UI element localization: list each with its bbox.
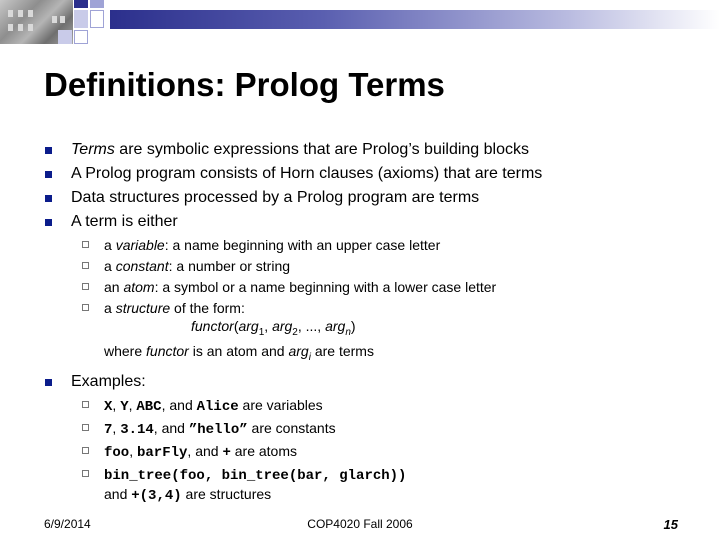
sub-bullet: an atom: a symbol or a name beginning with a lower case letter: [44, 278, 714, 296]
slide-number: 15: [663, 517, 678, 532]
deco-square: [74, 10, 88, 28]
bullet: Terms are symbolic expressions that are Prolog’s building blocks: [44, 140, 714, 160]
hollow-square-bullet-icon: [82, 262, 89, 269]
deco-square: [90, 0, 104, 8]
footer-course: COP4020 Fall 2006: [307, 517, 413, 531]
bullet: Data structures processed by a Prolog program are terms: [44, 188, 714, 208]
square-bullet-icon: [45, 219, 52, 226]
deco-square: [74, 30, 88, 44]
footer-date: 6/9/2014: [44, 517, 91, 531]
square-bullet-icon: [45, 379, 52, 386]
structure-form: functor(arg$_1$, arg$_2$, ..., arg$_n$): [191, 318, 356, 338]
deco-square: [90, 10, 104, 28]
square-bullet-icon: [45, 195, 52, 202]
hollow-square-bullet-icon: [82, 424, 89, 431]
hollow-square-bullet-icon: [82, 304, 89, 311]
slide-content: [44, 140, 714, 508]
bullet: A Prolog program consists of Horn clauses (axioms) that are terms: [44, 164, 714, 184]
deco-square: [58, 30, 72, 44]
square-bullet-icon: [45, 171, 52, 178]
bullet: A term is either: [44, 212, 714, 232]
deco-square: [74, 0, 88, 8]
sub-bullet: a variable: a name beginning with an upper case letter: [44, 236, 714, 254]
example-variables: X, Y, ABC, and Alice are variables: [44, 396, 714, 416]
example-constants: 7, 3.14, and ”hello” are constants: [44, 419, 714, 439]
bullet: Examples:: [44, 372, 714, 392]
hollow-square-bullet-icon: [82, 283, 89, 290]
hollow-square-bullet-icon: [82, 401, 89, 408]
sub-bullet: a constant: a number or string: [44, 257, 714, 275]
slide-title: Definitions: Prolog Terms: [44, 66, 445, 103]
hollow-square-bullet-icon: [82, 470, 89, 477]
hollow-square-bullet-icon: [82, 447, 89, 454]
example-atoms: foo, barFly, and + are atoms: [44, 442, 714, 462]
header-gradient-bar: [110, 10, 720, 29]
example-structures: bin_tree(foo, bin_tree(bar, glarch)) and +(3,4) are structures: [44, 465, 714, 505]
sub-bullet-structure: a structure of the form: functor(arg$_1$, arg$_2$, ..., arg$_n$) where functor is an atom and arg$_i$ are terms: [44, 299, 714, 367]
hollow-square-bullet-icon: [82, 241, 89, 248]
square-bullet-icon: [45, 147, 52, 154]
